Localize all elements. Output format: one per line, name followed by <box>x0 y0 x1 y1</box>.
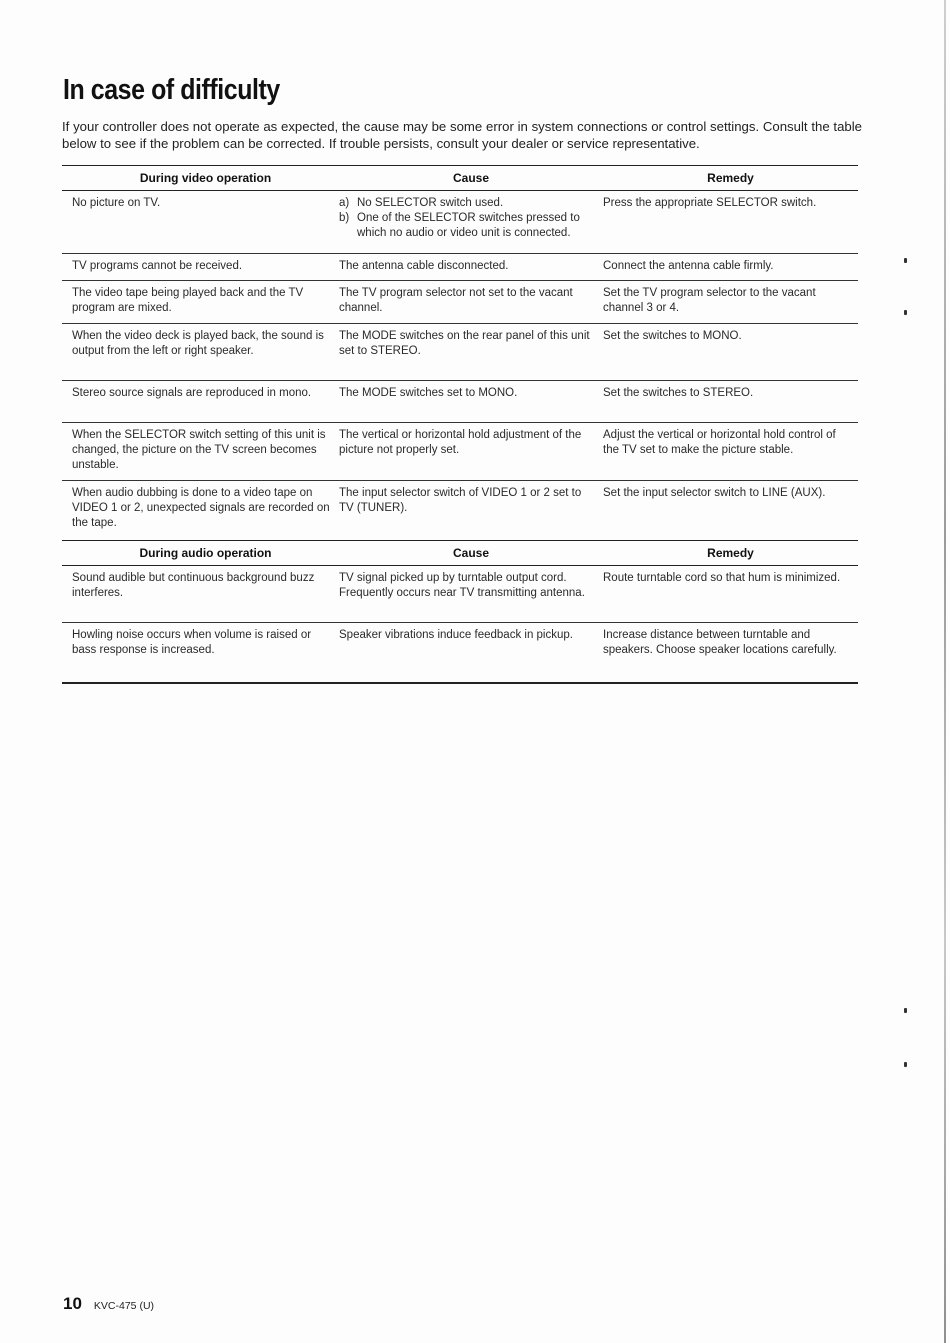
audio-troubleshooting-table <box>62 540 858 684</box>
cause-cell: The MODE switches set to MONO. <box>339 387 518 399</box>
remedy-cell: Press the appropriate SELECTOR switch. <box>603 197 817 209</box>
cause-cell: Speaker vibrations induce feedback in pickup. <box>339 629 573 641</box>
remedy-cell: Connect the antenna cable firmly. <box>603 260 774 272</box>
page-number: 10 <box>63 1294 82 1313</box>
problem-cell: Howling noise occurs when volume is raised or bass response is increased. <box>72 629 312 656</box>
table-row <box>62 324 858 381</box>
cause-cell: The vertical or horizontal hold adjustment of the picture not properly set. <box>339 429 582 456</box>
problem-cell: When audio dubbing is done to a video tape on VIDEO 1 or 2, unexpected signals are recorded on the tape. <box>72 487 330 529</box>
problem-cell: When the video deck is played back, the sound is output from the left or right speaker. <box>72 330 324 357</box>
list-letter: b) <box>339 212 350 224</box>
remedy-cell: Set the TV program selector to the vacant channel 3 or 4. <box>603 287 816 314</box>
remedy-cell: Adjust the vertical or horizontal hold control of the TV set to make the picture stable. <box>603 429 836 456</box>
scan-speck <box>904 1062 907 1067</box>
remedy-cell: Route turntable cord so that hum is minimized. <box>603 572 841 584</box>
cause-cell: TV signal picked up by turntable output cord. Frequently occurs near TV transmitting antenna. <box>339 572 585 599</box>
problem-cell: No picture on TV. <box>72 197 161 209</box>
cause-cell: The input selector switch of VIDEO 1 or 2 set to TV (TUNER). <box>339 487 582 514</box>
cause-item: One of the SELECTOR switches pressed to which no audio or video unit is connected. <box>357 212 580 239</box>
scan-speck <box>904 258 907 263</box>
table-row <box>62 191 858 254</box>
header-cause: Cause <box>452 546 490 560</box>
remedy-cell: Set the switches to STEREO. <box>603 387 754 399</box>
table-header <box>62 540 858 566</box>
table-header <box>62 165 858 191</box>
table-row <box>62 381 858 423</box>
problem-cell: When the SELECTOR switch setting of this unit is changed, the picture on the TV screen becomes unstable. <box>72 429 326 471</box>
video-troubleshooting-table <box>62 165 858 538</box>
page-footer <box>63 1294 154 1314</box>
table-row <box>62 623 858 684</box>
intro-paragraph: If your controller does not operate as expected, the cause may be some error in system connections or control settings. Consult the table below to see if the problem can be corrected. If trouble persists, consult your dealer or service representative. <box>62 119 862 151</box>
cause-item: No SELECTOR switch used. <box>357 197 504 209</box>
header-cause: Cause <box>452 171 490 185</box>
cause-cell: The antenna cable disconnected. <box>339 260 509 272</box>
table-row <box>62 423 858 481</box>
remedy-cell: Increase distance between turntable and speakers. Choose speaker locations carefully. <box>603 629 837 656</box>
header-remedy: Remedy <box>707 171 754 185</box>
cause-cell: The TV program selector not set to the vacant channel. <box>339 287 573 314</box>
header-problem: During audio operation <box>139 546 272 560</box>
header-problem: During video operation <box>139 171 272 185</box>
cause-cell: The MODE switches on the rear panel of this unit set to STEREO. <box>339 330 590 357</box>
table-row <box>62 566 858 623</box>
scan-speck <box>904 1008 907 1013</box>
page-title: In case of difficulty <box>63 74 280 106</box>
table-row <box>62 481 858 538</box>
model-number: KVC-475 (U) <box>93 1300 155 1312</box>
scan-speck <box>904 310 907 315</box>
problem-cell: Stereo source signals are reproduced in mono. <box>72 387 312 399</box>
list-letter: a) <box>339 197 350 209</box>
remedy-cell: Set the switches to MONO. <box>603 330 742 342</box>
scan-edge <box>944 0 946 1343</box>
table-row <box>62 254 858 281</box>
table-row <box>62 281 858 324</box>
problem-cell: Sound audible but continuous background buzz interferes. <box>72 572 315 599</box>
cause-cell <box>339 191 603 253</box>
problem-cell: TV programs cannot be received. <box>72 260 243 272</box>
problem-cell: The video tape being played back and the TV program are mixed. <box>72 287 304 314</box>
header-remedy: Remedy <box>707 546 754 560</box>
remedy-cell: Set the input selector switch to LINE (AUX). <box>603 487 826 499</box>
